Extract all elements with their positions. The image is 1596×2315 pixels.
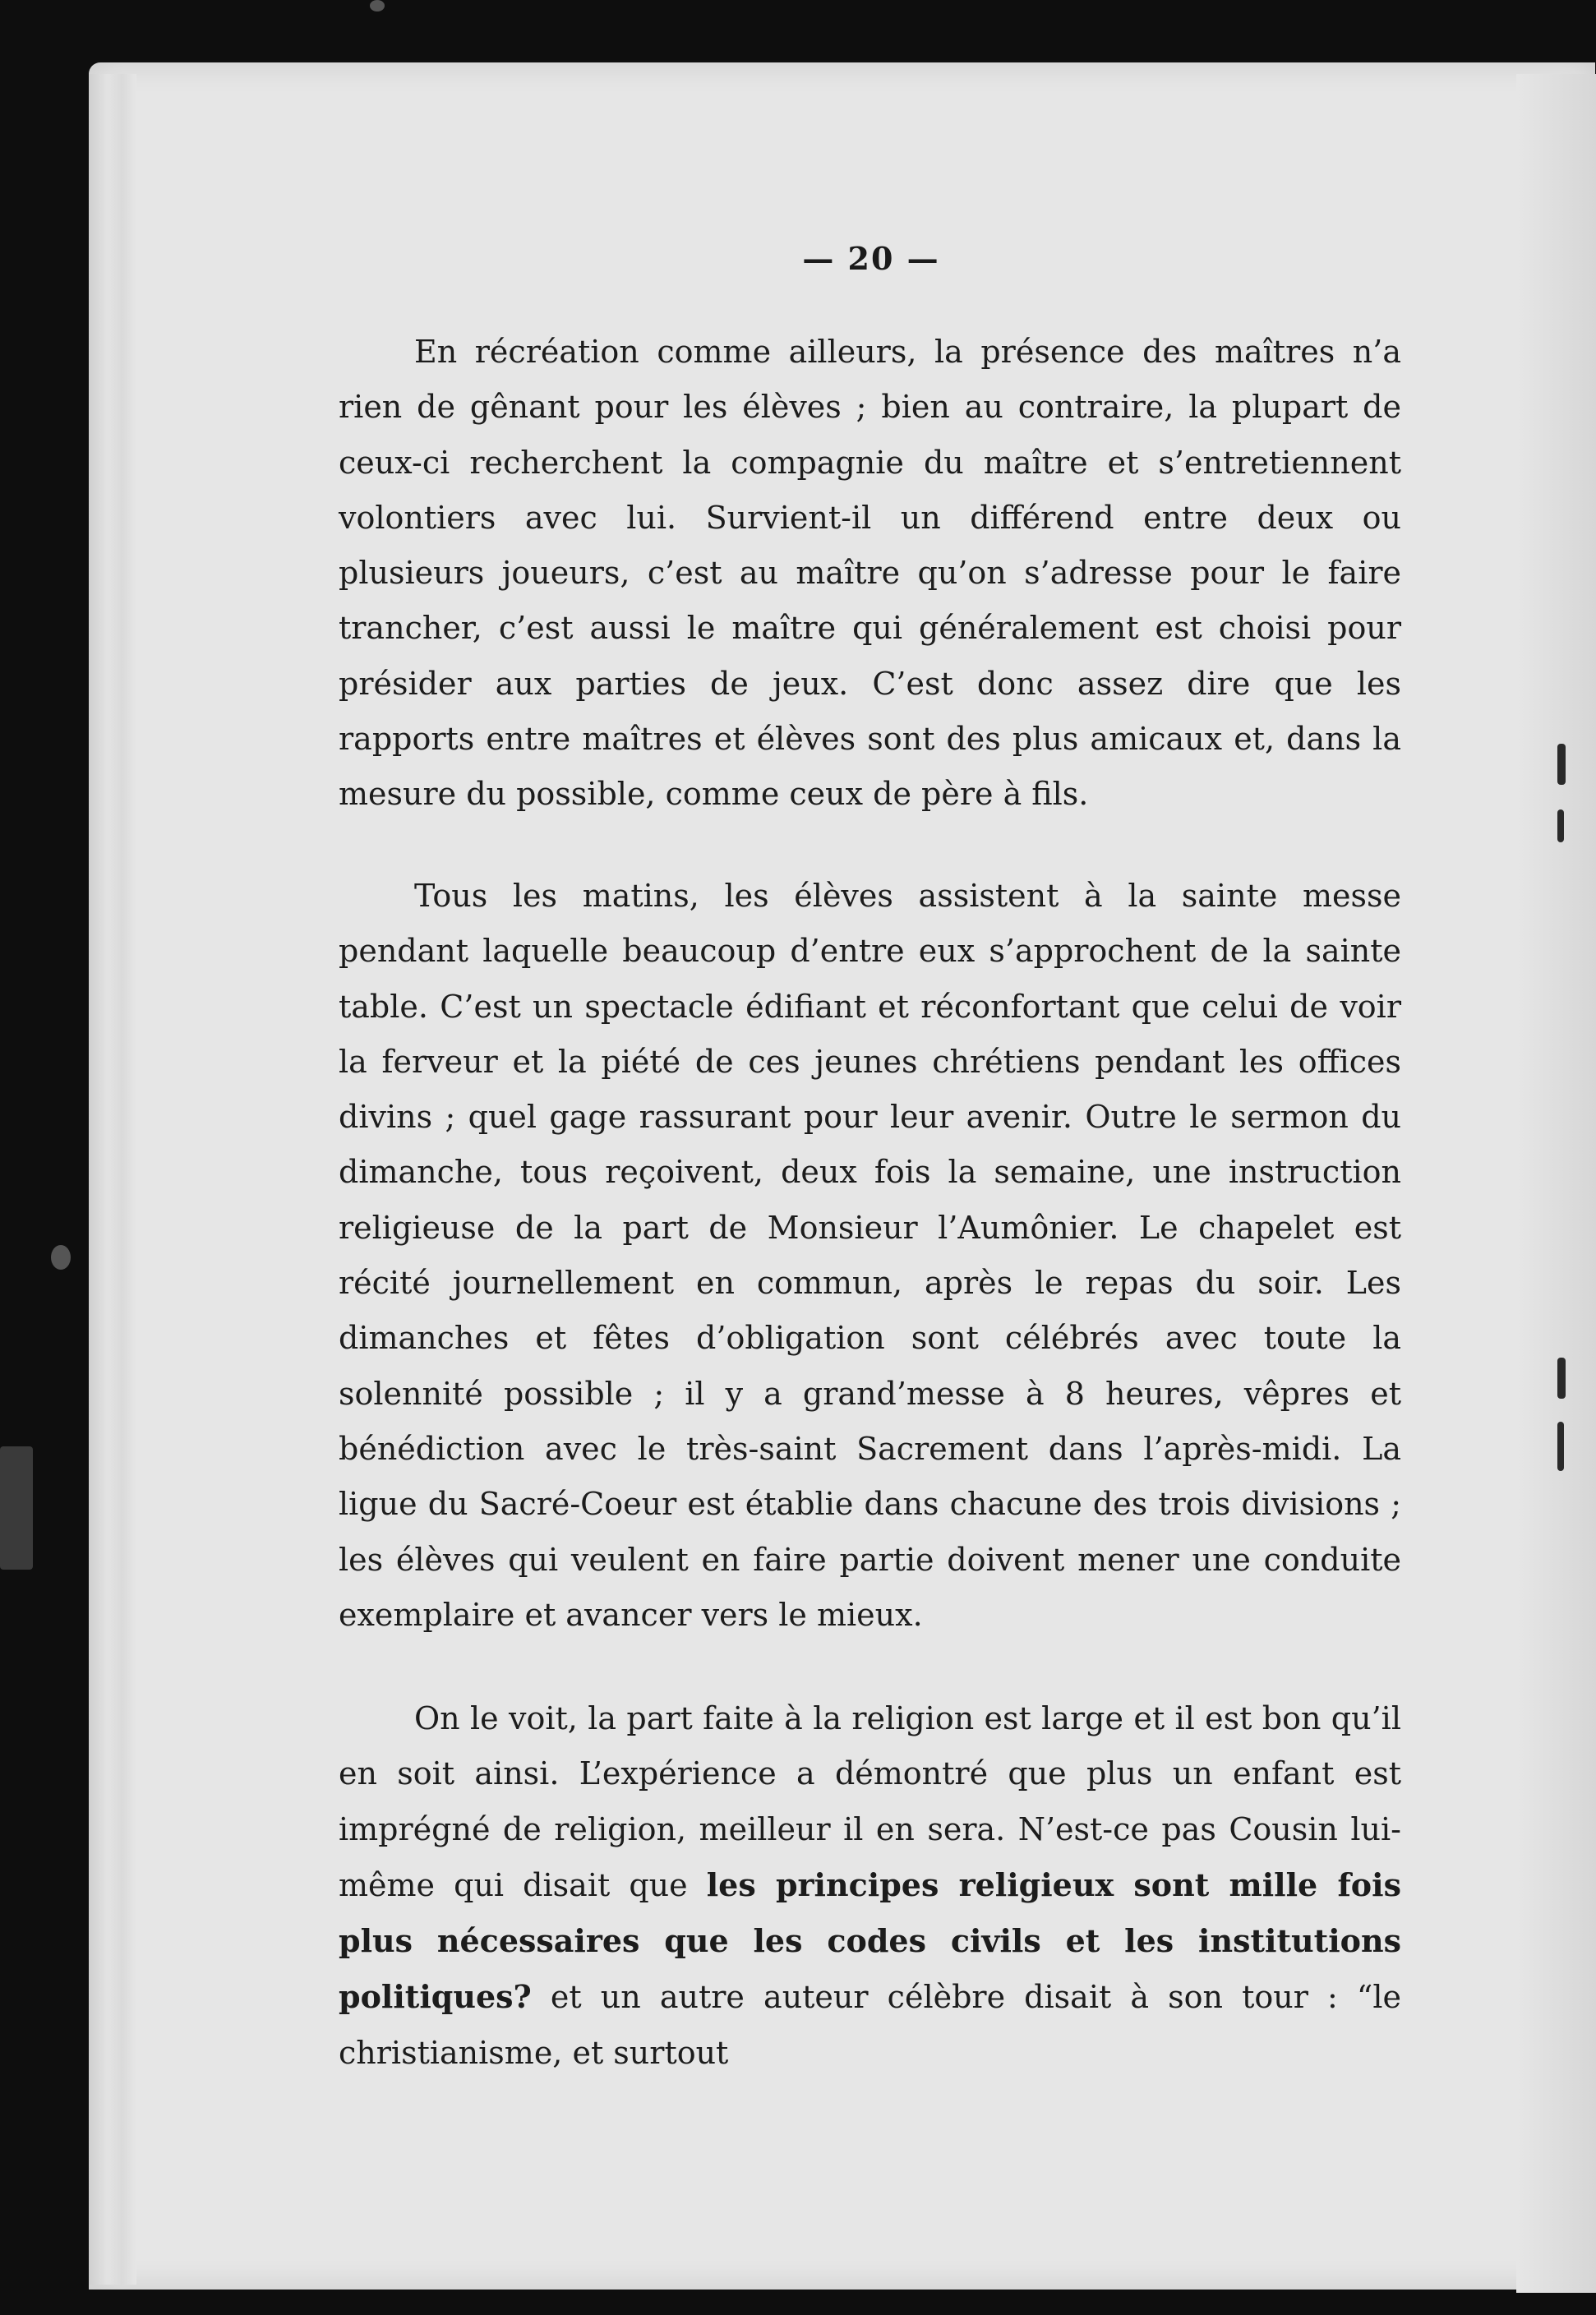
paragraph-text: En récréation comme ailleurs, la présence des maîtres n’a rien de gênant pour les élèves ; bien au contraire, la plupart de ceux-ci recherchent la compagnie du maître et s’entretiennent volontiers avec lui. Survient-il un différend entre deux ou plusieurs joueurs, c’est au maître qu’on s’adresse pour le faire trancher, c’est aussi le maître qui généralement est choisi pour présider aux parties de jeux. C’est donc assez dire que les rapports entre maîtres et élèves sont des plus amicaux et, dans la mesure du possible, comme ceux de père à fils. (339, 334, 1401, 813)
paragraph-text-plain: On le voit, la part faite à la religion est large et il est bon qu’il en soit ainsi. L’expérience a démontré que plus un enfant est imprégné de religion, meilleur il en sera. N’est-ce pas Cousin lui-même qui disait que (339, 1700, 1401, 1903)
paragraph-2 (339, 869, 1401, 1643)
page-edge-right (1516, 74, 1596, 2293)
bleed-mark (1557, 744, 1566, 785)
page-gutter-left (89, 74, 136, 2285)
bleed-mark (0, 1446, 33, 1570)
dust-speck (51, 1245, 71, 1270)
bleed-mark (1557, 1422, 1564, 1471)
paragraph-3 (339, 1691, 1401, 2081)
page-number: — 20 — (802, 240, 940, 277)
dust-speck (370, 0, 385, 12)
paragraph-text (339, 1691, 1401, 2081)
paragraph-text: Tous les matins, les élèves assistent à la sainte messe pendant laquelle beaucoup d’entre eux s’approchent de la sainte table. C’est un spectacle édifiant et réconfortant que celui de voir la ferveur et la piété de ces jeunes chrétiens pendant les offices divins ; quel gage rassurant pour leur avenir. Outre le sermon du dimanche, tous reçoivent, deux fois la semaine, une instruction religieuse de la part de Monsieur l’Aumônier. Le chapelet est récité journellement en commun, après le repas du soir. Les dimanches et fêtes d’obligation sont célébrés avec toute la solennité possible ; il y a grand’messe à 8 heures, vêpres et bénédiction avec le très-saint Sacrement dans l’après-midi. La ligue du Sacré-Coeur est établie dans chacune des trois divisions ; les élèves qui veulent en faire partie doivent mener une conduite exemplaire et avancer vers le mieux. (339, 878, 1401, 1633)
paragraph-text-plain: et un autre auteur célèbre disait à son tour : “le christianisme, et surtout (339, 1979, 1401, 2071)
bold-quote: les principes religieux sont mille fois plus nécessaires que les codes civils et les institutions politiques? (339, 1865, 1401, 2016)
bleed-mark (1557, 809, 1564, 842)
bleed-mark (1557, 1358, 1566, 1399)
paragraph-1 (339, 325, 1401, 823)
